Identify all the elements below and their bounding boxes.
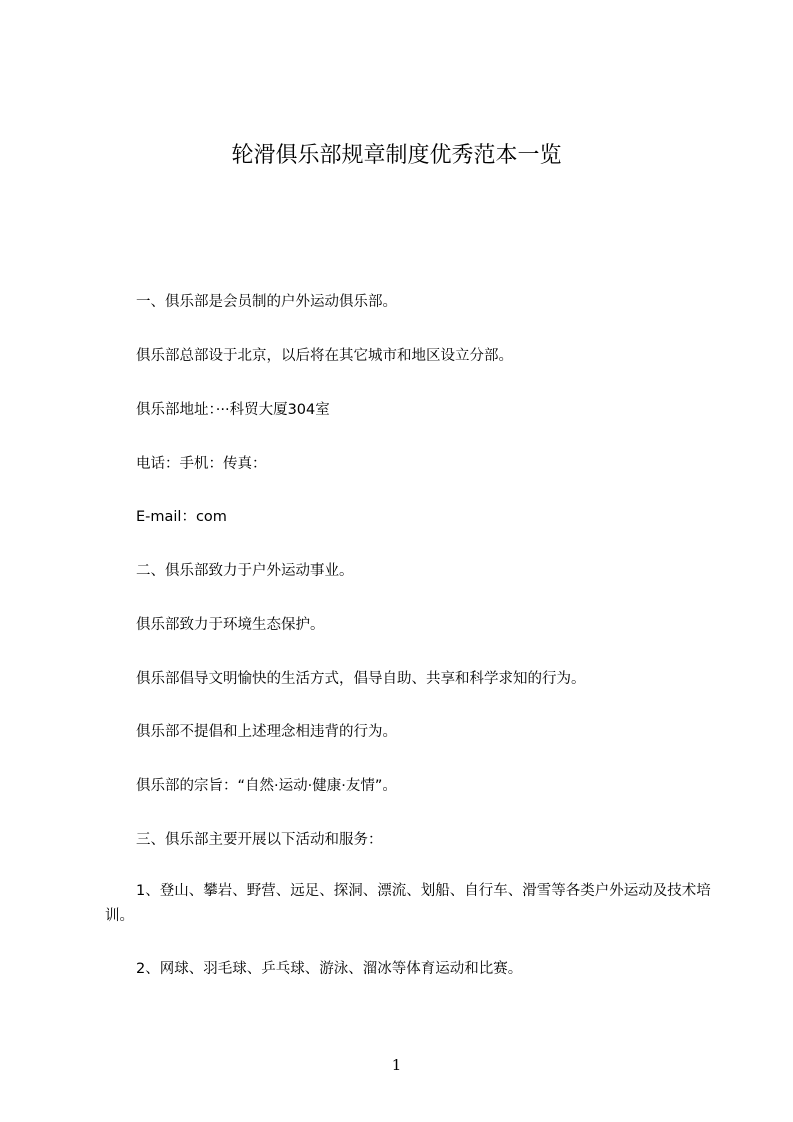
paragraph-6: 二、俱乐部致力于户外运动事业。 [136, 563, 354, 579]
paragraph-11: 三、俱乐部主要开展以下活动和服务： [136, 832, 383, 848]
paragraph-7: 俱乐部致力于环境生态保护。 [136, 617, 325, 633]
paragraph-12: 1、登山、攀岩、野营、远足、探洞、漂流、划船、自行车、滑雪等各类户外运动及技术培训。 [105, 883, 711, 924]
paragraph-2: 俱乐部总部设于北京，以后将在其它城市和地区设立分部。 [136, 348, 513, 364]
paragraph-10: 俱乐部的宗旨：“自然·运动·健康·友情”。 [136, 778, 397, 794]
paragraph-8: 俱乐部倡导文明愉快的生活方式，倡导自助、共享和科学求知的行为。 [136, 671, 586, 687]
paragraph-5: E-mail：com [136, 509, 227, 525]
paragraph-9: 俱乐部不提倡和上述理念相违背的行为。 [136, 724, 397, 740]
paragraph-1: 一、俱乐部是会员制的户外运动俱乐部。 [136, 294, 397, 310]
document-title: 轮滑俱乐部规章制度优秀范本一览 [231, 143, 562, 168]
paragraph-13: 2、网球、羽毛球、乒乓球、游泳、溜冰等体育运动和比赛。 [136, 961, 523, 977]
paragraph-4: 电话：手机：传真： [136, 456, 267, 472]
paragraph-3: 俱乐部地址：···科贸大厦304室 [136, 402, 330, 418]
page-number: 1 [391, 1056, 402, 1074]
